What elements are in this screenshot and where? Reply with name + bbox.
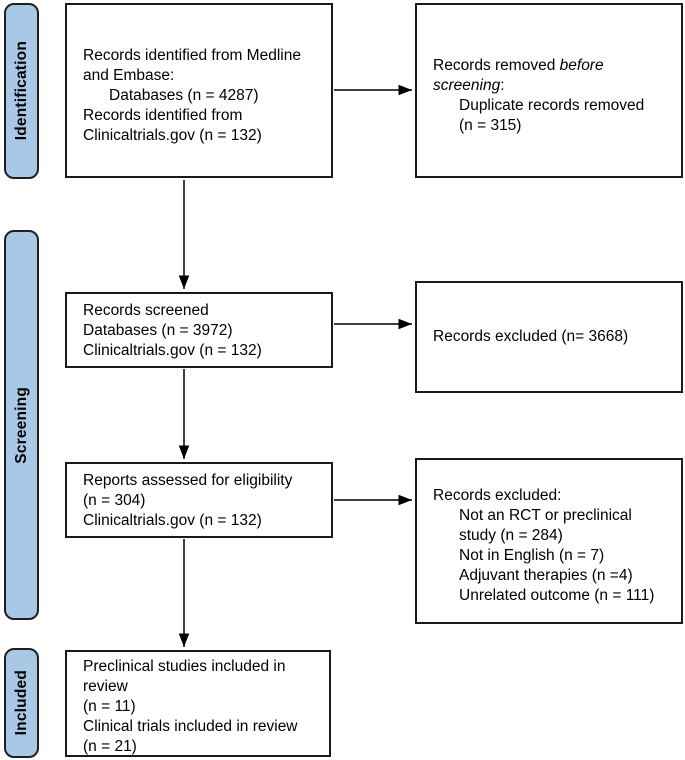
box-line: Not in English (n = 7) bbox=[459, 547, 605, 564]
box-line: (n = 315) bbox=[459, 116, 522, 134]
stage-label-screening bbox=[4, 230, 39, 620]
stage-label-identification-text: Identification bbox=[12, 41, 30, 141]
box-line-italic-text: screening bbox=[433, 76, 501, 94]
box-records-identified bbox=[65, 3, 333, 178]
box-line: Clinicaltrials.gov (n = 132) bbox=[83, 342, 262, 359]
box-records-excluded-eligibility bbox=[415, 458, 683, 624]
box-line: Not an RCT or preclinical bbox=[459, 507, 632, 524]
box-line: Records screened bbox=[83, 302, 209, 319]
box-line: Records excluded (n= 3668) bbox=[433, 328, 629, 345]
box-line: Records excluded: bbox=[433, 487, 562, 504]
box-line: Clinicaltrials.gov (n = 132) bbox=[83, 126, 262, 144]
box-line bbox=[433, 76, 673, 96]
box-line: Preclinical studies included in bbox=[83, 657, 286, 675]
box-line-italic-text: before bbox=[559, 56, 604, 74]
box-line: (n = 11) bbox=[83, 697, 136, 715]
box-line: Clinicaltrials.gov (n = 132) bbox=[83, 512, 262, 529]
box-line: Records identified from bbox=[83, 106, 243, 124]
box-line: Reports assessed for eligibility bbox=[83, 472, 293, 489]
box-line-text: : bbox=[500, 76, 505, 94]
box-line: Records identified from Medline bbox=[83, 46, 301, 64]
box-line: study (n = 284) bbox=[459, 527, 563, 544]
box-records-excluded-screening bbox=[415, 281, 683, 393]
box-line: (n = 21) bbox=[83, 737, 137, 755]
box-line: (n = 304) bbox=[83, 492, 146, 509]
stage-label-included-text: Included bbox=[12, 670, 30, 736]
box-line: Adjuvant therapies (n =4) bbox=[459, 567, 633, 584]
box-line: Databases (n = 3972) bbox=[83, 322, 233, 339]
box-studies-included bbox=[65, 650, 331, 757]
box-line bbox=[433, 56, 673, 76]
stage-label-identification bbox=[4, 3, 39, 179]
box-line: Databases (n = 4287) bbox=[109, 86, 259, 104]
box-line: Unrelated outcome (n = 111) bbox=[459, 587, 655, 604]
box-records-screened bbox=[65, 292, 333, 368]
box-line: and Embase: bbox=[83, 66, 175, 84]
box-records-removed bbox=[415, 3, 683, 178]
box-line: Clinical trials included in review bbox=[83, 717, 298, 735]
box-line: review bbox=[83, 677, 128, 695]
stage-label-included bbox=[4, 648, 39, 758]
box-line: Duplicate records removed bbox=[459, 96, 645, 114]
stage-label-screening-text: Screening bbox=[12, 386, 30, 464]
box-line-text: Records removed bbox=[433, 56, 560, 74]
box-reports-assessed bbox=[65, 462, 333, 538]
